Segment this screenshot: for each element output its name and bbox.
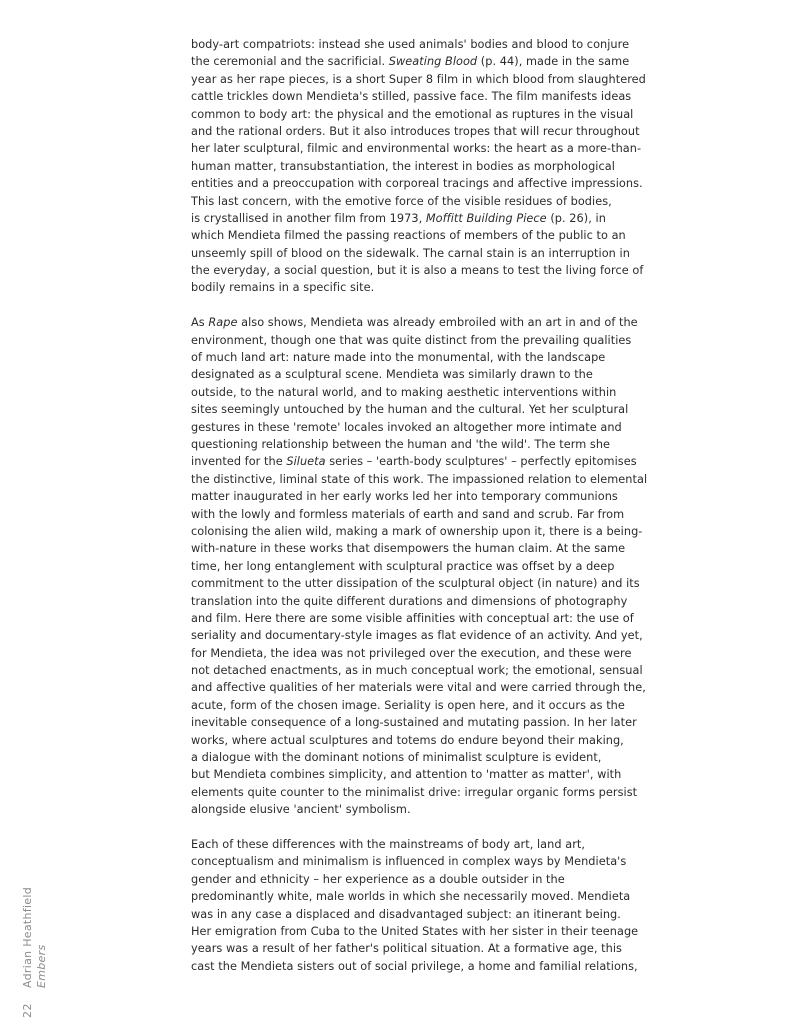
paragraph-gap <box>191 819 681 836</box>
text-line: human matter, transubstantiation, the interest in bodies as morphological <box>191 159 615 173</box>
text-line: and film. Here there are some visible affinities with conceptual art: the use of <box>191 611 634 625</box>
text-line: invented for the Silueta series – 'earth-body sculptures' – perfectly epitomises <box>191 455 637 469</box>
text-line: This last concern, with the emotive force of the visible residues of bodies, <box>191 194 612 208</box>
running-footer <box>18 854 58 1024</box>
text-line: entities and a preoccupation with corporeal tracings and affective impressions. <box>191 177 643 191</box>
text-line: cast the Mendieta sisters out of social privilege, a home and familial relations, <box>191 959 638 973</box>
text-line: gender and ethnicity – her experience as a double outsider in the <box>191 872 565 886</box>
text-line: the ceremonial and the sacrificial. Sweating Blood (p. 44), made in the same <box>191 55 630 69</box>
text-line: works, where actual sculptures and totems do endure beyond their making, <box>191 733 624 747</box>
text-line: the everyday, a social question, but it is also a means to test the living force of <box>191 264 644 278</box>
text-line: body-art compatriots: instead she used animals' bodies and blood to conjure <box>191 38 630 51</box>
text-line: not detached enactments, as in much conceptual work; the emotional, sensual <box>191 664 643 678</box>
body-text <box>191 36 681 975</box>
artwork-title: Silueta <box>286 455 326 469</box>
text-line: predominantly white, male worlds in which she necessarily moved. Mendieta <box>191 890 631 904</box>
text-line: translation into the quite different durations and dimensions of photography <box>191 594 628 608</box>
text-line: was in any case a displaced and disadvantaged subject: an itinerant being. <box>191 907 621 921</box>
text-line: elements quite counter to the minimalist drive: irregular organic forms persist <box>191 785 638 799</box>
text-line: a dialogue with the dominant notions of minimalist sculpture is evident, <box>191 751 602 765</box>
text-line: and the rational orders. But it also introduces tropes that will recur throughout <box>191 124 640 138</box>
text-line: her later sculptural, filmic and environmental works: the heart as a more-than- <box>191 142 642 156</box>
text-line: seriality and documentary-style images as flat evidence of an activity. And yet, <box>191 629 643 643</box>
text-line: commitment to the utter dissipation of the sculptural object (in nature) and its <box>191 577 640 591</box>
paragraph-gap <box>191 297 681 314</box>
artwork-title: Sweating Blood <box>388 55 478 69</box>
text-line: Each of these differences with the mainstreams of body art, land art, <box>191 837 586 851</box>
text-line: inevitable consequence of a long-sustained and mutating passion. In her later <box>191 716 637 730</box>
paragraph <box>191 836 681 975</box>
page-number: 22 <box>21 1003 34 1018</box>
text-line: bodily remains in a specific site. <box>191 281 375 295</box>
text-line: colonising the alien wild, making a mark of ownership upon it, there is a being- <box>191 524 643 538</box>
text-line: Her emigration from Cuba to the United States with her sister in their teenage <box>191 924 639 938</box>
text-line: with-nature in these works that disempowers the human claim. At the same <box>191 542 626 556</box>
text-line: conceptualism and minimalism is influenced in complex ways by Mendieta's <box>191 855 627 869</box>
text-line: is crystallised in another film from 1973, Moffitt Building Piece (p. 26), in <box>191 211 606 225</box>
paragraph <box>191 36 681 297</box>
text-line: years was a result of her father's political situation. At a formative age, this <box>191 942 622 956</box>
text-line: alongside elusive 'ancient' symbolism. <box>191 803 411 817</box>
text-line: outside, to the natural world, and to making aesthetic interventions within <box>191 385 617 399</box>
text-line: matter inaugurated in her early works led her into temporary communions <box>191 490 618 504</box>
text-line: with the lowly and formless materials of earth and sand and scrub. Far from <box>191 507 625 521</box>
text-line: for Mendieta, the idea was not privileged over the execution, and these were <box>191 646 632 660</box>
text-line: As Rape also shows, Mendieta was already embroiled with an art in and of the <box>191 316 638 330</box>
text-line: and affective qualities of her materials were vital and were carried through the, <box>191 681 646 695</box>
text-line: common to body art: the physical and the emotional as ruptures in the visual <box>191 107 634 121</box>
artwork-title: Rape <box>208 316 238 330</box>
text-line: cattle trickles down Mendieta's stilled, passive face. The film manifests ideas <box>191 90 632 104</box>
text-line: unseemly spill of blood on the sidewalk. The carnal stain is an interruption in <box>191 246 630 260</box>
text-line: questioning relationship between the human and 'the wild'. The term she <box>191 437 611 451</box>
text-line: gestures in these 'remote' locales invoked an altogether more intimate and <box>191 420 622 434</box>
text-line: sites seemingly untouched by the human and the cultural. Yet her sculptural <box>191 403 629 417</box>
text-line: time, her long entanglement with sculptural practice was offset by a deep <box>191 559 615 573</box>
artwork-title: Moffitt Building Piece <box>425 211 547 225</box>
text-line: but Mendieta combines simplicity, and attention to 'matter as matter', with <box>191 768 622 782</box>
text-line: environment, though one that was quite distinct from the prevailing qualities <box>191 333 632 347</box>
text-line: the distinctive, liminal state of this work. The impassioned relation to elemental <box>191 472 648 486</box>
author-name: Adrian Heathfield <box>21 886 34 988</box>
text-line: which Mendieta filmed the passing reactions of members of the public to an <box>191 229 626 243</box>
text-line: designated as a sculptural scene. Mendieta was similarly drawn to the <box>191 368 593 382</box>
text-line: year as her rape pieces, is a short Super 8 film in which blood from slaughtered <box>191 72 646 86</box>
text-line: acute, form of the chosen image. Seriality is open here, and it occurs as the <box>191 698 625 712</box>
text-line: of much land art: nature made into the monumental, with the landscape <box>191 351 606 365</box>
paragraph <box>191 314 681 818</box>
book-title: Embers <box>35 944 48 988</box>
